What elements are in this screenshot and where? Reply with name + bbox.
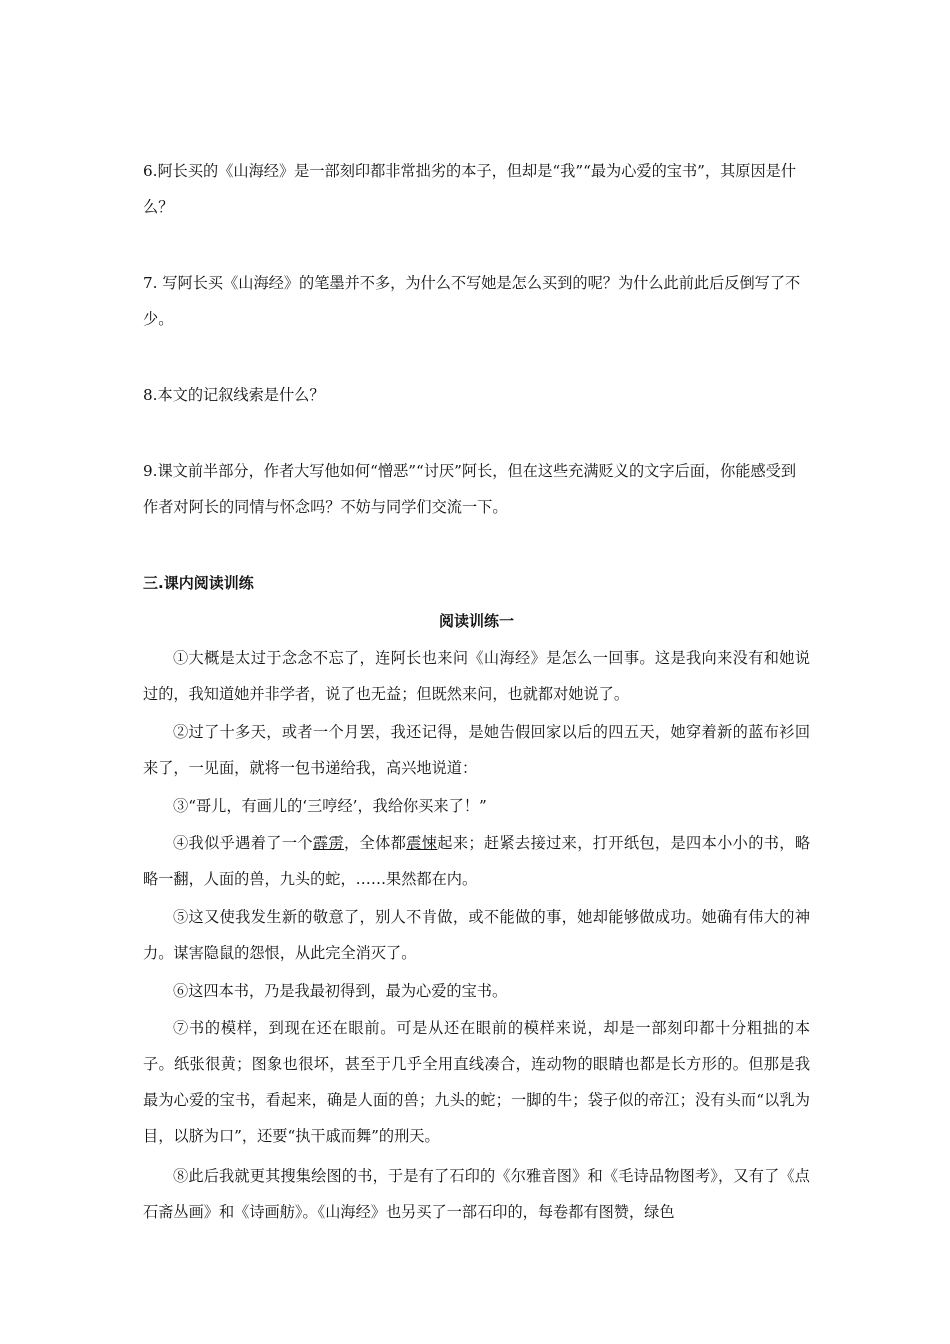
paragraph-8: ⑧此后我就更其搜集绘图的书，于是有了石印的《尔雅音图》和《毛诗品物图考》，又有了《点石斋丛画》和《诗画舫》。《山海经》也另买了一部石印的，每卷都有图赞，绿色 bbox=[143, 1167, 810, 1221]
underlined-word-pili: 霹雳 bbox=[312, 834, 345, 852]
question-7: 7. 写阿长买《山海经》的笔墨并不多，为什么不写她是怎么买到的呢？为什么此前此后反倒写了不少。 bbox=[143, 274, 801, 328]
question-9: 9.课文前半部分，作者大写他如何“憎恶”“讨厌”阿长，但在这些充满贬义的文字后面，你能感受到作者对阿长的同情与怀念吗？不妨与同学们交流一下。 bbox=[143, 462, 797, 516]
paragraph-6: ⑥这四本书，乃是我最初得到，最为心爱的宝书。 bbox=[173, 982, 508, 1000]
underlined-word-zhensong: 震悚 bbox=[406, 834, 438, 852]
paragraph-4-text-b: ，全体都 bbox=[344, 834, 407, 852]
question-6: 6.阿长买的《山海经》是一部刻印都非常拙劣的本子，但却是“我”“最为心爱的宝书”，其原因是什么？ bbox=[143, 162, 797, 216]
paragraph-3: ③“哥儿，有画儿的‘三哼经’，我给你买来了！” bbox=[173, 797, 487, 815]
paragraph-2: ②过了十多天，或者一个月罢，我还记得，是她告假回家以后的四五天，她穿着新的蓝布衫回来了，一见面，就将一包书递给我，高兴地说道： bbox=[143, 723, 810, 777]
paragraph-5: ⑤这又使我发生新的敬意了，别人不肯做，或不能做的事，她却能够做成功。她确有伟大的神力。谋害隐鼠的怨恨，从此完全消灭了。 bbox=[143, 908, 810, 962]
question-8: 8.本文的记叙线索是什么？ bbox=[143, 386, 325, 404]
paragraph-1: ①大概是太过于念念不忘了，连阿长也来问《山海经》是怎么一回事。这是我向来没有和她说过的，我知道她并非学者，说了也无益；但既然来问，也就都对她说了。 bbox=[143, 649, 810, 703]
section-subheading: 阅读训练一 bbox=[438, 612, 514, 630]
paragraph-4 bbox=[143, 825, 810, 897]
paragraph-4-text-a: ④我似乎遇着了一个 bbox=[173, 834, 313, 852]
paragraph-4-text-c: 起来；赶紧去接过来，打开纸包，是四本小小的书，略略一翻，人面的兽，九头的蛇，……果然都在内。 bbox=[143, 834, 811, 888]
paragraph-7: ⑦书的模样，到现在还在眼前。可是从还在眼前的模样来说，却是一部刻印都十分粗拙的本子。纸张很黄；图象也很坏，甚至于几乎全用直线凑合，连动物的眼睛也都是长方形的。但那是我最为心爱的宝书，看起来，确是人面的兽；九头的蛇；一脚的牛；袋子似的帝江；没有头而“以乳为目，以脐为口”，还要“执干戚而舞”的刑天。 bbox=[143, 1019, 810, 1145]
section-heading: 三.课内阅读训练 bbox=[143, 574, 254, 592]
